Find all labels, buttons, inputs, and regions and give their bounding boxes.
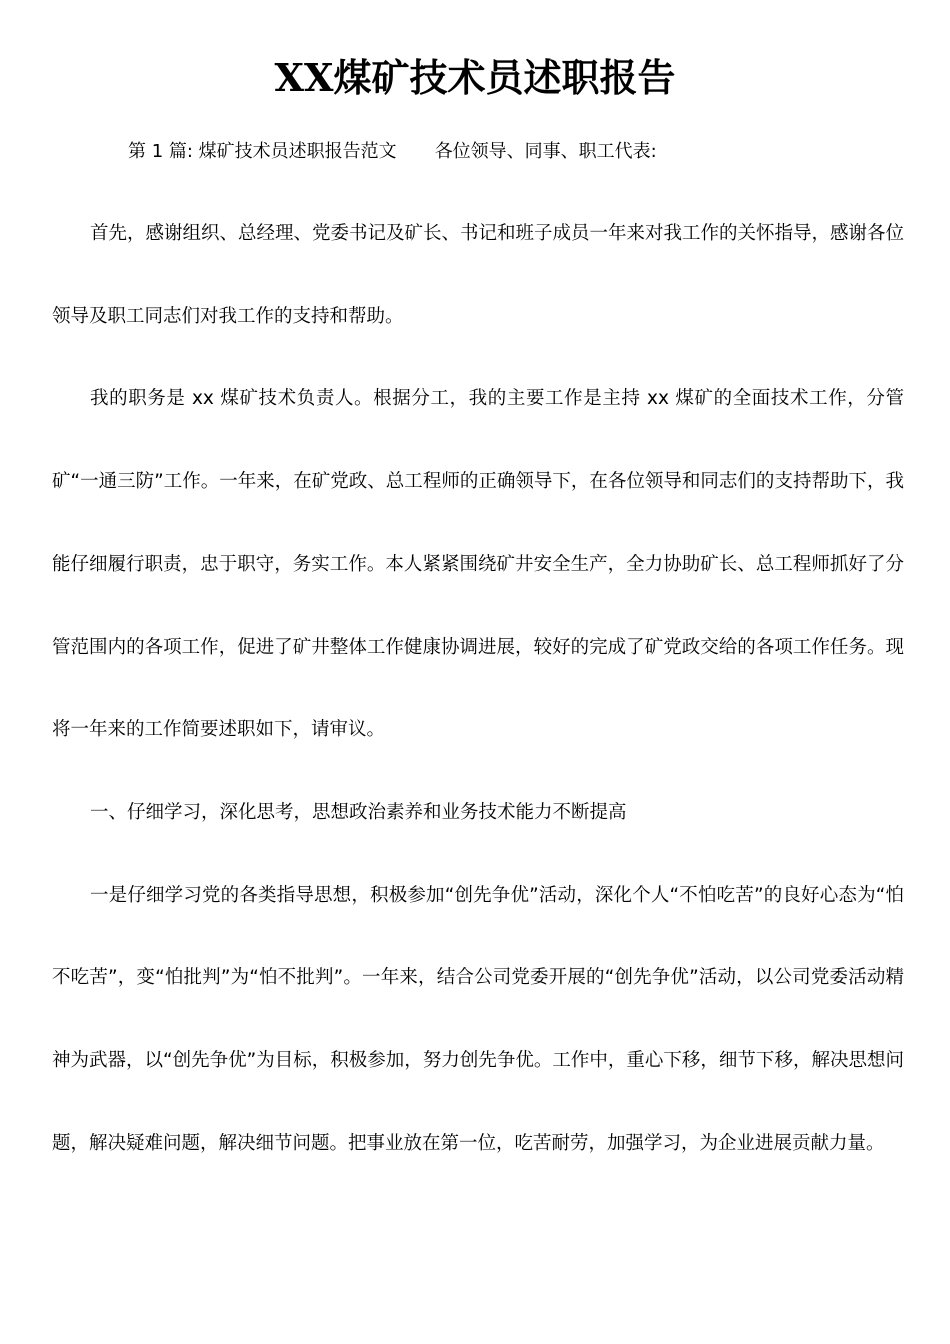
paragraph-duties: 我的职务是 xx 煤矿技术负责人。根据分工，我的主要工作是主持 xx 煤矿的全面技术工作，分管矿“一通三防”工作。一年来，在矿党政、总工程师的正确领导下，在各位领导和同志们的支持帮助下，我能仔细履行职责，忠于职守，务实工作。本人紧紧围绕矿井安全生产，全力协助矿长、总工程师抓好了分管范围内的各项工作，促进了矿井整体工作健康协调进展，较好的完成了矿党政交给的各项工作任务。现将一年来的工作简要述职如下，请审议。 (52, 388, 904, 741)
document-body (52, 193, 904, 1185)
paragraph-thanks: 首先，感谢组织、总经理、党委书记及矿长、书记和班子成员一年来对我工作的关怀指导，感谢各位领导及职工同志们对我工作的支持和帮助。 (52, 223, 905, 327)
paragraph-study: 一是仔细学习党的各类指导思想，积极参加“创先争优”活动，深化个人“不怕吃苦”的良好心态为“怕不吃苦”，变“怕批判”为“怕不批判”。一年来，结合公司党委开展的“创先争优”活动，以公司党委活动精神为武器，以“创先争优”为目标，积极参加，努力创先争优。工作中，重心下移，细节下移，解决思想问题，解决疑难问题，解决细节问题。把事业放在第一位，吃苦耐劳，加强学习，为企业进展贡献力量。 (52, 884, 904, 1154)
subtitle-line (128, 138, 657, 166)
section-heading-1: 一、仔细学习，深化思考，思想政治素养和业务技术能力不断提高 (90, 801, 627, 823)
greeting: 各位领导、同事、职工代表: (434, 141, 657, 162)
article-label: 第 1 篇: 煤矿技术员述职报告范文 (128, 141, 397, 162)
document-title: XX煤矿技术员述职报告 (274, 55, 676, 100)
